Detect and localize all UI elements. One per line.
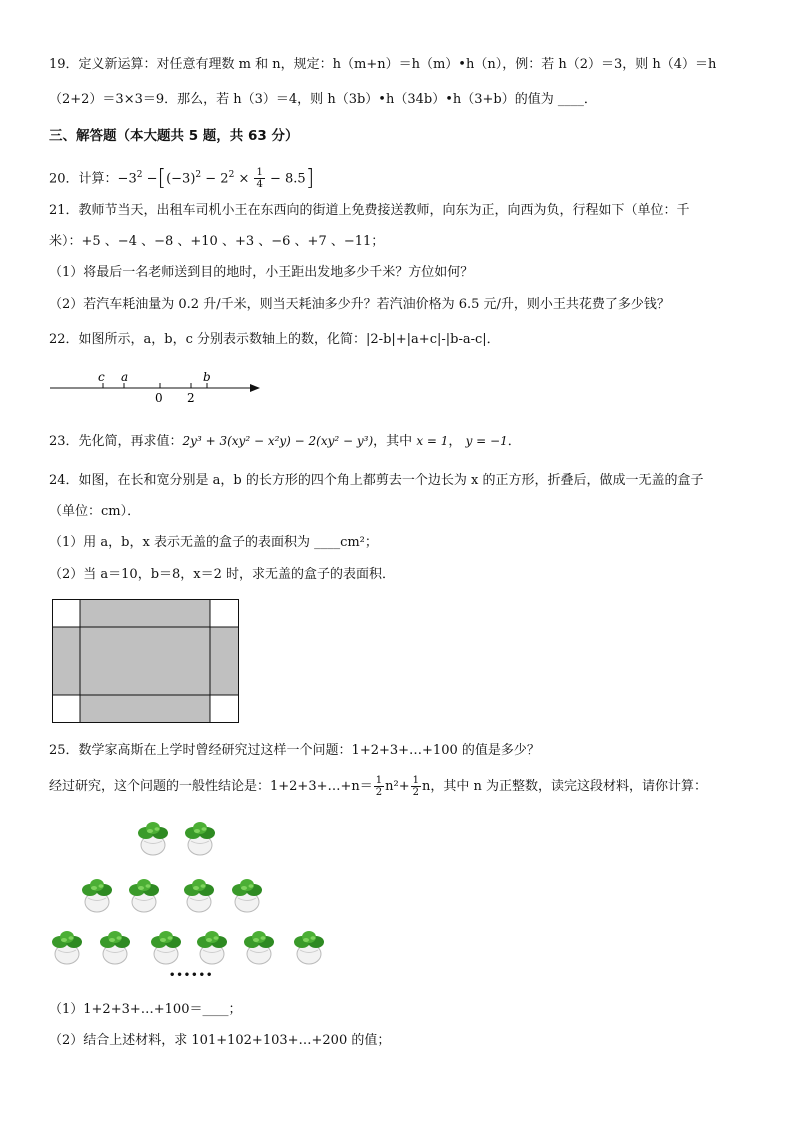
plant-pot-icon [232,879,262,912]
number-line-arrow [250,384,260,392]
section-heading: 三、解答题（本大题共 5 题，共 63 分） [49,128,299,144]
q25-part1: （1）1+2+3+…+100＝____； [49,1002,242,1017]
q23-expression: 2y³ + 3(xy² − x²y) − 2(xy² − y³) [182,434,374,448]
q20-term-b: (−3) [166,171,196,187]
q20-exp-c: 2 [228,170,235,180]
q20-term-c: − 2 [201,171,229,187]
q20-term-a: −3 [117,171,137,187]
q23-prefix: 23．先化简，再求值： [49,434,183,449]
continuation-dots: •••••• [169,970,214,981]
q23: 23．先化简，再求值：2y³ + 3(xy² − x²y) − 2(xy² − y³)，其中 x = 1， y = −1． [49,434,521,449]
plant-pot-icon [197,931,227,964]
q25-text-a: 经过研究，这个问题的一般性结论是：1+2+3+…+n＝ [49,779,373,794]
plant-pots-figure [46,815,346,975]
plant-pot-icon [138,822,168,855]
number-line-figure [48,366,268,408]
q25-text-c: n，其中 n 为正整数，读完这段材料，请你计算： [422,779,708,794]
label-b: b [203,370,211,384]
box-base [80,627,210,695]
plant-pot-icon [100,931,130,964]
q24-line2: （单位：cm）． [49,504,141,519]
flap-top [80,600,210,628]
q19-line2: （2+2）＝3×3＝9．那么，若 h（3）＝4，则 h（3b）•h（34b）•h（3+b）的值为 ____． [49,92,597,107]
q25-frac-1: $\frac{1}{2}$ [375,775,383,798]
q25-text-b: n²+ [385,779,410,794]
q21-part2: （2）若汽车耗油量为 0.2 升/千米，则当天耗油多少升？若汽油价格为 6.5 元/升，则小王共花费了多少钱？ [49,297,670,312]
q21-line1: 21．教师节当天，出租车司机小王在东西向的街道上免费接送教师，向东为正，向西为负，行程如下（单位：千 [49,203,690,218]
q24-line1: 24．如图，在长和宽分别是 a，b 的长方形的四个角上都剪去一个边长为 x 的正方形，折叠后，做成一无盖的盒子 [49,473,704,488]
q20-prefix: 20．计算： [49,171,118,187]
q21-part1: （1）将最后一名老师送到目的地时，小王距出发地多少千米？方位如何？ [49,265,474,280]
label-a: a [121,370,129,384]
q19-line1: 19．定义新运算：对任意有理数 m 和 n，规定：h（m+n）＝h（m）•h（n），例：若 h（2）＝3，则 h（4）＝h [49,57,717,72]
box-net-figure [52,599,242,725]
label-two: 2 [187,391,195,405]
q20-term-d: − 8.5 [265,171,306,187]
q24-part2: （2）当 a＝10，b＝8，x＝2 时，求无盖的盒子的表面积． [49,567,396,582]
q25-frac-2: $\frac{1}{2}$ [412,775,419,798]
q20-times: × [234,171,254,187]
q20-exp-a: 2 [136,170,143,180]
plant-pot-icon [52,931,82,964]
right-bracket: ] [305,165,315,191]
q20-fraction: $\frac{1}{4}$ [256,167,263,191]
q23-cond-x: x = 1 [416,434,449,448]
q25-line1: 25．数学家高斯在上学时曾经研究过这样一个问题：1+2+3+…+100 的值是多少？ [49,743,540,758]
q23-cond-y: y = −1 [465,434,508,448]
q24-part1: （1）用 a，b，x 表示无盖的盒子的表面积为 ____cm²； [49,535,378,550]
plant-pot-icon [151,931,181,964]
plant-pot-icon [185,822,215,855]
plant-pot-icon [244,931,274,964]
left-bracket: [ [157,165,167,191]
q23-mid: ，其中 [373,434,413,449]
label-c: c [98,370,105,384]
q20: 20．计算：$-3^2 -[(-3)^2 - 2^2$ × $\frac{1}{4}$ − 8.5] [49,165,315,191]
q22-text: 22．如图所示，a，b，c 分别表示数轴上的数，化简：|2-b|+|a+c|-|b-a-c|． [49,332,500,347]
plant-pot-icon [82,879,112,912]
plant-pot-icon [294,931,324,964]
q21-line2: 米）：+5 、−4 、−8 、+10 、+3 、−6 、+7 、−11； [49,234,385,249]
flap-left [53,627,81,695]
flap-right [210,627,239,695]
q20-exp-b: 2 [195,170,202,180]
label-zero: 0 [155,391,163,405]
q25-line2 [49,773,707,801]
flap-bottom [80,695,210,723]
plant-pot-icon [129,879,159,912]
q25-part2: （2）结合上述材料，求 101+102+103+…+200 的值； [49,1033,391,1048]
plant-pot-icon [184,879,214,912]
q23-end: ． [507,434,521,449]
